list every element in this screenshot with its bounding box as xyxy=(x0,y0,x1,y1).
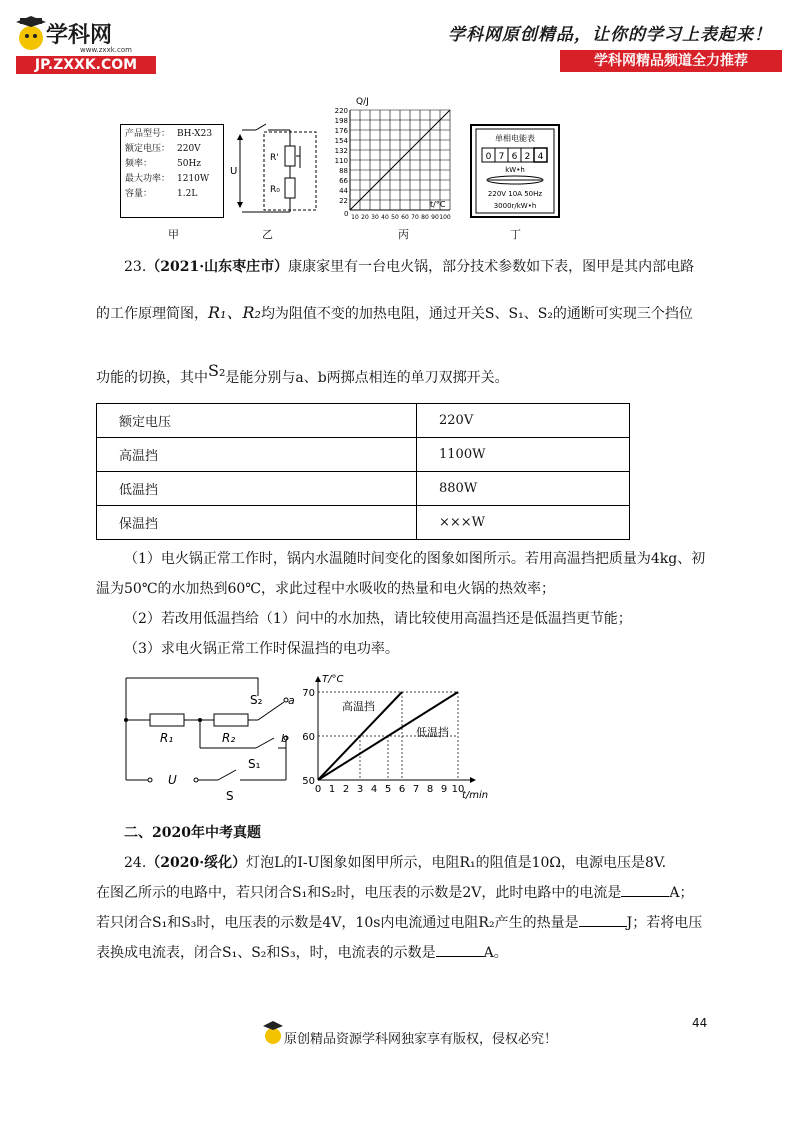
answer-blank[interactable] xyxy=(621,882,669,897)
y-axis-label: Q/J xyxy=(356,97,369,107)
page-number: 44 xyxy=(692,1016,708,1030)
circuit-diagram-q23 xyxy=(118,668,298,808)
meter-digit: 2 xyxy=(524,152,531,162)
y-tick-label: 44 xyxy=(339,187,348,195)
table-row: 低温挡 880W xyxy=(97,472,630,506)
y-tick-label: 198 xyxy=(334,117,348,125)
figure-label-bing: 丙 xyxy=(398,228,409,241)
y-tick-label: 66 xyxy=(339,177,348,185)
meter-title: 单相电能表 xyxy=(495,134,535,143)
x-axis-label: t/°C xyxy=(430,200,446,209)
x-tick-label: 1 xyxy=(328,784,336,795)
table-row: 高温挡 1100W xyxy=(97,438,630,472)
x-tick-label: 9 xyxy=(440,784,448,795)
y-tick-label: 60 xyxy=(302,732,315,743)
circuit-label-u: U xyxy=(168,773,177,787)
energy-meter xyxy=(470,124,560,218)
series-label-low: 低温挡 xyxy=(416,726,449,739)
circuit-label-s1: S₁ xyxy=(248,757,261,771)
x-tick-label: 40 xyxy=(381,214,389,221)
x-tick-label: 10 xyxy=(451,784,465,795)
answer-blank[interactable] xyxy=(579,912,627,927)
x-tick-label: 60 xyxy=(401,214,409,221)
x-tick-label: 7 xyxy=(412,784,420,795)
header-slogan: 学科网原创精品，让你的学习上表起来！ xyxy=(448,25,772,45)
x-tick-label: 70 xyxy=(411,214,419,221)
circuit-label-a: a xyxy=(288,694,295,707)
footer-mascot-icon xyxy=(262,1020,284,1046)
x-tick-label: 80 xyxy=(421,214,429,221)
x-tick-label: 8 xyxy=(426,784,434,795)
meter-specs: 220V 10A 50Hz xyxy=(487,190,543,198)
x-tick-label: 100 xyxy=(439,214,451,221)
figure-label-jia: 甲 xyxy=(168,228,179,241)
logo-subtitle: www.zxxk.com xyxy=(80,46,132,54)
circuit-label-b: b xyxy=(281,732,288,745)
x-tick-label: 3 xyxy=(356,784,364,795)
heat-temperature-graph xyxy=(330,94,460,222)
meter-unit: kW•h xyxy=(505,166,525,174)
series-label-high: 高温挡 xyxy=(342,700,375,713)
product-spec-box xyxy=(120,124,224,218)
x-tick-label: 2 xyxy=(342,784,350,795)
chart-y-label: T/°C xyxy=(322,674,344,685)
y-tick-label: 154 xyxy=(334,137,348,145)
y-tick-label: 50 xyxy=(302,776,315,787)
x-tick-label: 4 xyxy=(370,784,378,795)
q23-source: （2021·山东枣庄市） xyxy=(146,259,289,275)
x-tick-label: 10 xyxy=(351,214,359,221)
spec-row: 容量： 1.2L xyxy=(125,189,198,199)
x-axis-arrow xyxy=(470,777,476,783)
q24-number: 24. xyxy=(124,855,147,871)
x-tick-label: 20 xyxy=(361,214,369,221)
q23-sub1a: （1）电火锅正常工作时，锅内水温随时间变化的图象如图所示。若用高温挡把质量为4kg、初 xyxy=(124,551,706,567)
y-tick-label: 176 xyxy=(334,127,348,135)
x-tick-label: 90 xyxy=(431,214,439,221)
figure-label-yi: 乙 xyxy=(262,228,273,241)
y-tick-label: 70 xyxy=(302,688,315,699)
meter-digit: 7 xyxy=(498,152,505,162)
footer-copyright: 原创精品资源学科网独家享有版权，侵权必究！ xyxy=(284,1032,558,1047)
meter-rate: 3000r/kW•h xyxy=(493,202,537,210)
logo-mascot-icon xyxy=(14,14,48,54)
q23-params-table xyxy=(96,403,630,540)
voltage-label-u: U xyxy=(230,166,238,177)
x-tick-label: 0 xyxy=(314,784,322,795)
circuit-label-r2: R₂ xyxy=(222,731,236,745)
resistor-label-r0: R₀ xyxy=(270,185,280,195)
chart-x-label: t/min xyxy=(462,790,489,801)
figure-label-ding: 丁 xyxy=(510,228,521,241)
y-tick-label: 110 xyxy=(334,157,348,165)
q23-line2: 的工作原理简图，R₁、R₂均为阻值不变的加热电阻，通过开关S、S₁、S₂的通断可实现三个挡位 xyxy=(96,303,693,322)
header-banner: 学科网精品频道全力推荐 xyxy=(560,50,782,72)
circuit-label-s2: S₂ xyxy=(250,693,263,707)
q23-sub3: （3）求电火锅正常工作时保温挡的电功率。 xyxy=(124,641,399,657)
q23-sub1b: 温为50℃的水加热到60℃，求此过程中水吸收的热量和电火锅的热效率； xyxy=(96,581,555,597)
circuit-diagram-yi xyxy=(228,118,324,218)
y-tick-label: 132 xyxy=(334,147,348,155)
circuit-label-s: S xyxy=(226,789,234,803)
table-row: 保温挡 ×××W xyxy=(97,506,630,540)
section-title: 二、2020年中考真题 xyxy=(124,825,261,841)
x-tick-label: 5 xyxy=(384,784,392,795)
q24-line1: 24.（2020·绥化）灯泡L的I-U图象如图甲所示，电阻R₁的阻值是10Ω，电源电压是8V. xyxy=(124,855,667,871)
q23-sub2: （2）若改用低温挡给（1）问中的水加热，请比较使用高温挡还是低温挡更节能； xyxy=(124,611,632,627)
x-tick-label: 50 xyxy=(391,214,399,221)
q23-line1: 23.（2021·山东枣庄市）康康家里有一台电火锅，部分技术参数如下表，图甲是其内部电路 xyxy=(124,259,695,275)
spec-row: 频率： 50Hz xyxy=(125,159,202,169)
temperature-time-chart xyxy=(298,670,508,806)
meter-digit: 6 xyxy=(511,152,518,162)
y-axis-arrow xyxy=(315,676,321,682)
q24-source: （2020·绥化） xyxy=(146,855,247,871)
spec-row: 产品型号： BH-X23 xyxy=(125,129,213,139)
meter-digit: 0 xyxy=(485,152,492,162)
q24-line4: 表换成电流表，闭合S₁、S₂和S₃，时，电流表的示数是 A。 xyxy=(96,942,508,964)
circuit-label-r1: R₁ xyxy=(160,731,174,745)
resistor-label-r-prime: R' xyxy=(270,153,279,163)
y-tick-label: 22 xyxy=(339,197,348,205)
spec-row: 最大功率： 1210W xyxy=(125,174,210,184)
x-tick-label: 6 xyxy=(398,784,406,795)
q24-line2: 在图乙所示的电路中，若只闭合S₁和S₂时，电压表的示数是2V，此时电路中的电流是 A； xyxy=(96,882,694,904)
logo-name: 学科网 xyxy=(46,23,113,48)
logo-url[interactable]: JP.ZXXK.COM xyxy=(16,56,156,74)
y-tick-label: 88 xyxy=(339,167,348,175)
q24-line3: 若只闭合S₁和S₃时，电压表的示数是4V，10s内电流通过电阻R₂产生的热量是 J；若将电压 xyxy=(96,912,702,934)
spec-row: 额定电压： 220V xyxy=(125,144,201,154)
q23-line3: 功能的切换，其中S₂是能分别与a、b两掷点相连的单刀双掷开关。 xyxy=(96,361,509,386)
table-row: 额定电压 220V xyxy=(97,404,630,438)
y-tick-label: 220 xyxy=(334,107,348,115)
meter-digit: 4 xyxy=(537,152,544,162)
answer-blank[interactable] xyxy=(436,942,484,957)
graph-origin: 0 xyxy=(344,210,349,218)
q23-number: 23. xyxy=(124,259,147,275)
x-tick-label: 30 xyxy=(371,214,379,221)
